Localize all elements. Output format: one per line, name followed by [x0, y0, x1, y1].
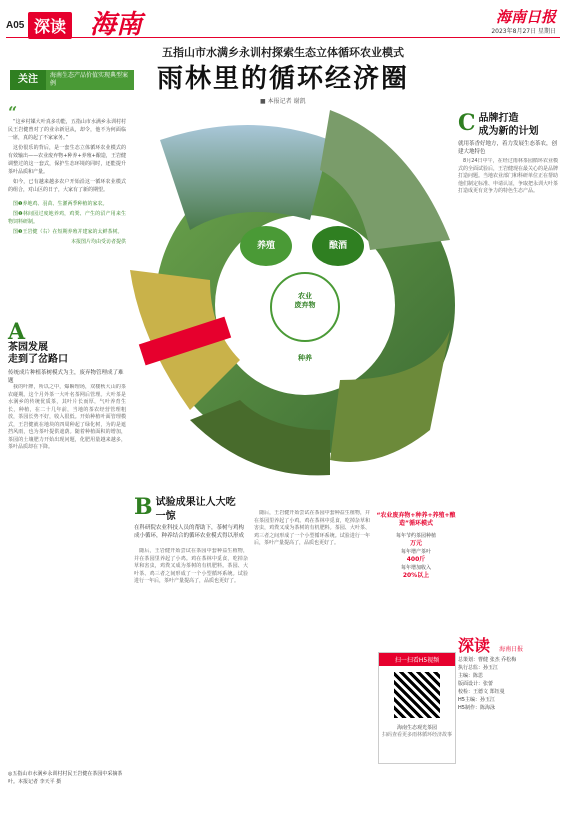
section-a-title: 茶园发展 走到了岔路口 [8, 342, 68, 365]
qr-code-icon[interactable] [394, 672, 440, 718]
section-tag: 深读 [28, 12, 72, 39]
headline: 雨林里的循环经济圈 [156, 64, 409, 94]
staff-line: H5制作：陈海泳 [458, 705, 495, 711]
qr-label: 扫一扫看H5视频 [379, 653, 455, 666]
header-rule [6, 37, 560, 38]
byline: ■ 本报记者 谢凯 [260, 98, 306, 105]
photo-caption: 本报图片均由受访者提供 [70, 239, 126, 245]
section-b-body [134, 548, 248, 764]
section-a-letter: A [8, 319, 26, 345]
stat-label: 每年增加收入 [400, 565, 431, 571]
section-c-title: 品牌打造 成为新的计划 [478, 113, 539, 137]
photo-caption: 图❷林间园过度地养鸡，鸡粪、产生的沼产用来生物饲料研制。 [8, 211, 126, 225]
node-brewing: 酿酒 [312, 226, 364, 266]
stat-value: 万元 [409, 540, 422, 547]
intro-paragraph: 如今，已有越来越多农户开始沿这一循环农业模式的组合，对山区的日子，大家有了新的期望。 [8, 179, 126, 193]
stat-value: 400斤 [406, 556, 426, 563]
section-c-text: 8月24日中午，在经过雨林茶园循环农业模式的全面试验后，王岩健现在最关心的是品牌打造问题。当地农业部门和科研单位正在帮助他们制定标准、申请认证，争取把永训大叶茶打造成更有竞争力的特色生态产品。 [458, 158, 558, 194]
stat-label: 每年增产茶叶 [400, 549, 431, 555]
shendu-sub: 海南日报 [499, 646, 524, 653]
issue-date: 2023年8月27日 星期日 [491, 28, 556, 35]
section-b-letter: B [134, 494, 153, 520]
intro-column [8, 118, 126, 248]
section-c-letter: C [458, 110, 476, 136]
node-planting: 种养 [275, 348, 335, 368]
node-breeding: 养殖 [240, 226, 292, 266]
shendu-label: 深读 [458, 636, 491, 655]
section-b-text: 随后，王岩健开始尝试在茶园中套种益生植物，并在茶园里养起了小鸡。鸡在茶林中觅食，吃掉杂草和害虫，鸡粪又成为茶树的有机肥料。茶园、大叶茶、鸡三者之间形成了一个小型循环系统。试验进行一年后，茶叶产量提高了，品质也更好了。 [134, 548, 248, 584]
intro-paragraph: 这份很乐的背后，是一套生态立体循环农业模式的有效输出——农业废弃物+种养+养殖+酿造，王岩健调整过的这一套式，保护生态环境的同时，还能提升茶叶品质和产量。 [8, 145, 126, 175]
section-b-subtitle: 在科研院农业科技人员的帮助下，茶树与鸡构成小循环，种养结合的循环农业模式得以形成 [134, 525, 245, 539]
qr-title: 海南生态观光茶园 [396, 725, 437, 731]
section-a [8, 319, 126, 385]
page-header [0, 0, 566, 38]
focus-label: 关注 [10, 70, 46, 90]
section-c-subtitle: 就用茶香好地方，着力发展生态茶农，创建大地特色 [458, 141, 558, 155]
staff-line: 版面设计：张蕾 [458, 681, 494, 687]
section-c-body [458, 158, 558, 628]
focus-text: 海南生态产品价值实现典型案例 [50, 72, 129, 87]
section-b-body-2 [254, 510, 370, 764]
shendu-block [458, 633, 558, 656]
photo-captions [8, 200, 126, 246]
cycle-center-label: 农业 废弃物 [294, 292, 316, 309]
kicker: 五指山市水满乡永训村探索生态立体循环农业模式 [162, 46, 404, 59]
cycle-center [270, 272, 340, 342]
intro-paragraph: “这乡村媒大叶真多功能，五指山市水满乡永训村村民王岩健曾对了的业余新冠从，却令，他不为何面临一席，真的起了不家家务。” [8, 119, 126, 141]
page-number: A05 [6, 20, 25, 31]
staff-list [458, 656, 558, 712]
stat-value: 20%以上 [402, 572, 430, 579]
section-a-body [8, 384, 126, 764]
masthead: 海南日报 [495, 8, 556, 26]
staff-line: 校检：王德文 郑钰曼 [458, 689, 505, 695]
photo-byline: ◎五指山市水满乡永训村村民王岩健在茶园中采摘茶叶。本报记者 李天平 摄 [8, 771, 123, 785]
quote-icon: “ [8, 103, 18, 122]
photo-caption: 图❶养地鸡、羽苗、生灌两季种植的家农。 [13, 201, 108, 207]
section-c [458, 112, 558, 156]
focus-banner [10, 70, 134, 90]
qr-block [378, 652, 456, 764]
highlight-box [376, 512, 456, 580]
staff-line: H5主编：孙玉江 [458, 697, 495, 703]
column-logo: 海南 [90, 10, 143, 40]
section-b-title: 试验成果让人大吃一惊 [155, 497, 236, 522]
section-b-text-2: 随后，王岩健开始尝试在茶园中套种益生植物，并在茶园里养起了小鸡。鸡在茶林中觅食，吃掉杂草和害虫，鸡粪又成为茶树的有机肥料。茶园、大叶茶、鸡三者之间形成了一个小型循环系统。试验进行一年后，茶叶产量提高了，品质也更好了。 [254, 510, 370, 546]
section-b [134, 496, 244, 540]
photo-caption: 图❸王岩健（右）在短期养殖并建家的太鲜茶树。 [13, 229, 123, 235]
staff-line: 执行总监：孙玉江 [458, 665, 499, 671]
staff-line: 主编：陈思 [458, 673, 484, 679]
section-a-text: 我的叶牌，所以之中，爆瞬理场，双楼秋大山的茶农碰期。这个月外茶一大叶名茶网后管理。大叶茶是水满乡的传统优质茶，其叶片长而厚，气叶养育生长，种植，在二十几年前，当地的茶农经营管理粗放，茶园长势不好，收入很低。开始种植叶面管理模式，王岩健就在地块的四周种起了绿化树，为的是遮挡风雨，也为茶叶提供遮荫。随着种植面积的增加，茶园的土壤肥力开始出现问题，化肥用量越来越多，茶叶品质却在下降。 [8, 384, 126, 450]
staff-line: 总策划：曹健 张杰 乔松梅 [458, 657, 517, 663]
stat-label: 每年节约茶园种植 [395, 533, 436, 539]
section-a-subtitle: 传统成片种植茶树模式为主，废弃物管理成了难题 [8, 370, 124, 384]
qr-desc: 扫码查看更多雨林循环经济故事 [381, 732, 452, 738]
highlight-title: “农业废弃物+种养+养殖+酿造”循环模式 [376, 512, 456, 527]
